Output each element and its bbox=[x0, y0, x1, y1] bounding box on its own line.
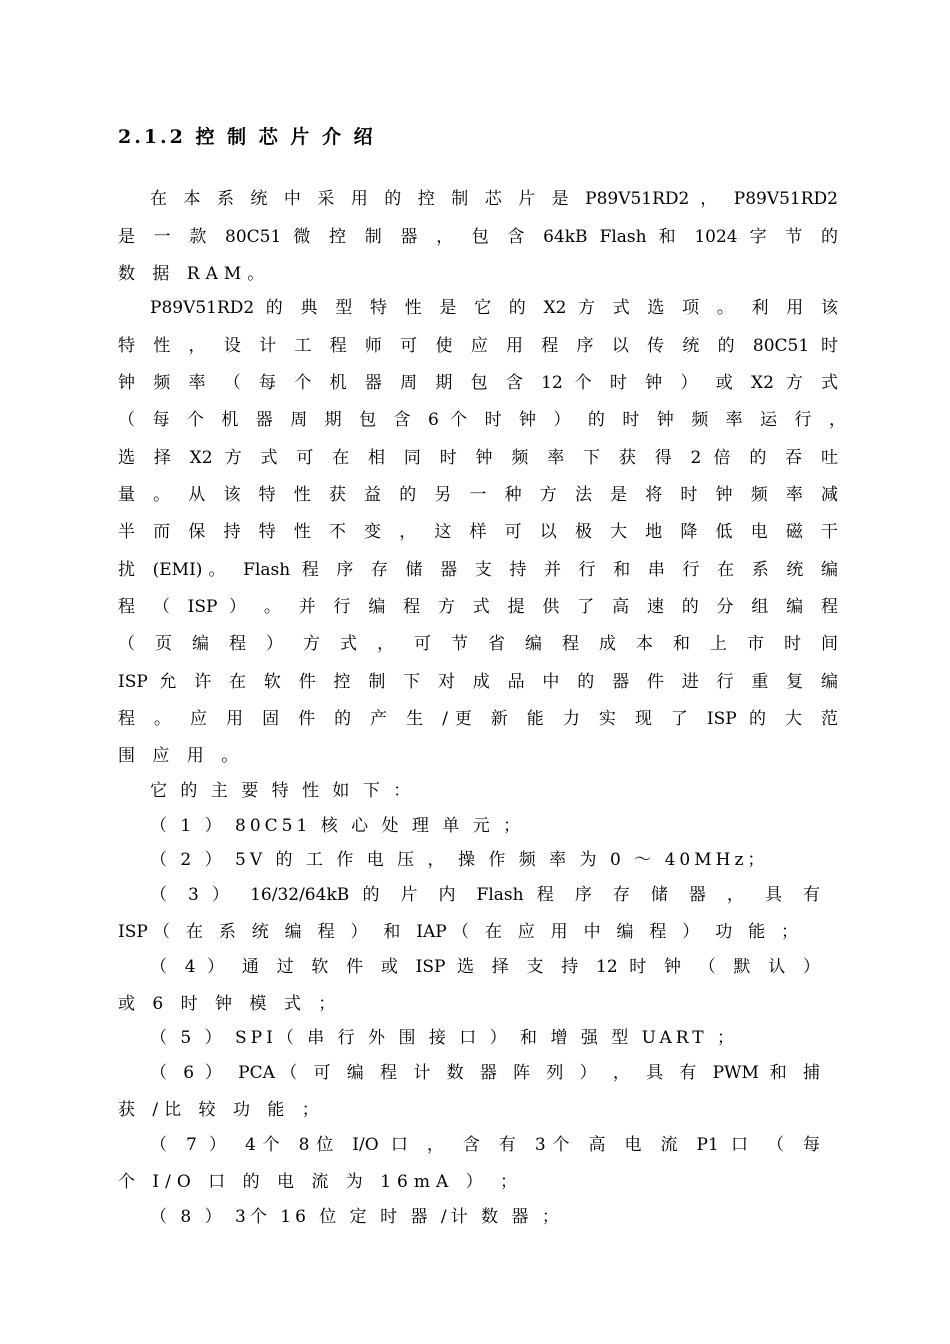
paragraph-line: （ 每 个 机 器 周 期 包 含 6 个 时 钟 ） 的 时 钟 频 率 运 行 ， bbox=[118, 410, 846, 430]
paragraph-line: 扰 (EMI)。 Flash 程 序 存 储 器 支 持 并 行 和 串 行 在 系 统 编 bbox=[118, 560, 838, 580]
paragraph-line: 围 应 用 。 bbox=[118, 746, 245, 766]
paragraph-line: 量 。 从 该 特 性 获 益 的 另 一 种 方 法 是 将 时 钟 频 率 减 bbox=[118, 485, 838, 505]
paragraph-line: ISP 允 许 在 软 件 控 制 下 对 成 品 中 的 器 件 进 行 重 复 编 bbox=[118, 672, 839, 692]
paragraph-line: 半 而 保 持 特 性 不 变 ， 这 样 可 以 极 大 地 降 低 电 磁 干 bbox=[118, 522, 838, 542]
paragraph-line: （ 页 编 程 ） 方 式 ， 可 节 省 编 程 成 本 和 上 市 时 间 bbox=[118, 634, 838, 654]
paragraph-line: 程 （ ISP ） 。 并 行 编 程 方 式 提 供 了 高 速 的 分 组 编 程 bbox=[118, 597, 839, 617]
feature-item: （ 4 ） 通 过 软 件 或 ISP 选 择 支 持 12 时 钟 （ 默 认 ） bbox=[150, 957, 820, 977]
feature-item: （ 2 ） 5V 的 工 作 电 压 ， 操 作 频 率 为 0 ～ 40MHz； bbox=[150, 850, 769, 870]
paragraph-line: 数 据 RAM。 bbox=[118, 264, 271, 284]
feature-item-continued: 或 6 时 钟 模 式 ； bbox=[118, 994, 342, 1014]
features-intro: 它 的 主 要 特 性 如 下 ： bbox=[150, 781, 415, 801]
paragraph-line: 是 一 款 80C51 微 控 制 器 ， 包 含 64kB Flash 和 1024 字 节 的 bbox=[118, 227, 838, 247]
paragraph-line: 在 本 系 统 中 采 用 的 控 制 芯 片 是 P89V51RD2 ， P89V51RD2 bbox=[150, 189, 838, 209]
paragraph-line: 特 性 ， 设 计 工 程 师 可 使 应 用 程 序 以 传 统 的 80C51 时 bbox=[118, 336, 838, 356]
paragraph-line: P89V51RD2 的 典 型 特 性 是 它 的 X2 方 式 选 项 。 利 用 该 bbox=[150, 298, 838, 318]
feature-item-continued: 获 /比 较 功 能 ； bbox=[118, 1100, 325, 1120]
feature-item: （ 7 ） 4个 8位 I/O 口 ， 含 有 3个 高 电 流 P1 口 （ 每 bbox=[150, 1135, 820, 1155]
feature-item-continued: 个 I/O 口 的 电 流 为 16mA ） ； bbox=[118, 1172, 524, 1192]
paragraph-line: 选 择 X2 方 式 可 在 相 同 时 钟 频 率 下 获 得 2 倍 的 吞 吐 bbox=[118, 448, 838, 468]
feature-item: （ 6 ） PCA（ 可 编 程 计 数 器 阵 列 ） ， 具 有 PWM 和 捕 bbox=[150, 1063, 820, 1083]
feature-item: （ 3 ） 16/32/64kB 的 片 内 Flash 程 序 存 储 器 ， 具 有 bbox=[150, 885, 820, 905]
feature-item-continued: ISP（ 在 系 统 编 程 ） 和 IAP（ 在 应 用 中 编 程 ） 功 能 ； bbox=[118, 922, 798, 942]
feature-item: （ 5 ） SPI（ 串 行 外 围 接 口 ） 和 增 强 型 UART ； bbox=[150, 1028, 738, 1048]
paragraph-line: 程 。 应 用 固 件 的 产 生 /更 新 能 力 实 现 了 ISP 的 大 范 bbox=[118, 709, 838, 729]
feature-item: （ 1 ） 80C51 核 心 处 理 单 元 ； bbox=[150, 816, 525, 836]
section-heading: 2.1.2 控 制 芯 片 介 绍 bbox=[118, 126, 376, 148]
feature-item: （ 8 ） 3个 16 位 定 时 器 /计 数 器 ； bbox=[150, 1207, 563, 1227]
paragraph-line: 钟 频 率 （ 每 个 机 器 周 期 包 含 12 个 时 钟 ） 或 X2 方 式 bbox=[118, 373, 838, 393]
